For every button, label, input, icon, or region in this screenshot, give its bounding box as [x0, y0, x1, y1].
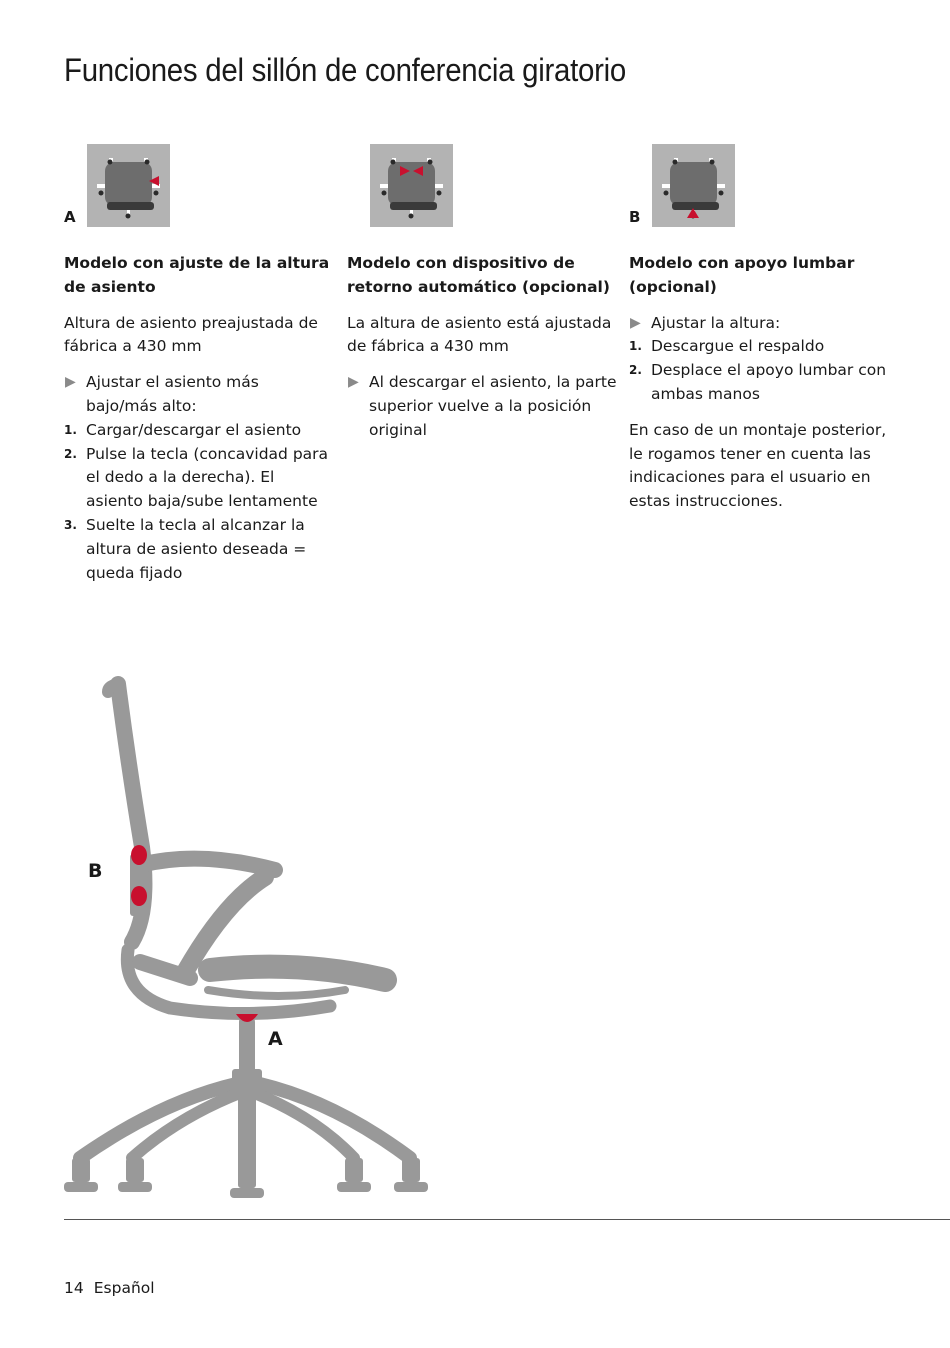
section-lumbar-support — [629, 144, 899, 514]
step-text: Suelte la tecla al alcanzar la altura de asiento deseada = queda fijado — [86, 515, 307, 582]
step-number: 2. — [629, 363, 642, 378]
section-paragraph: La altura de asiento está ajustada de fábrica a 430 mm — [347, 313, 612, 356]
step-item — [629, 359, 899, 407]
diagram-label-a: A — [268, 1028, 283, 1050]
steps-list — [64, 371, 334, 585]
section-paragraph: Altura de asiento preajustada de fábrica a 430 mm — [64, 313, 318, 356]
steps-list — [347, 371, 617, 442]
section-paragraph: En caso de un montaje posterior, le rogamos tener en cuenta las indicaciones para el usuario en estas instrucciones. — [629, 420, 887, 511]
lead-instruction: ▶ Ajustar la altura: — [629, 312, 899, 336]
section-marker-a: A — [64, 208, 76, 227]
floor-line — [64, 1219, 950, 1220]
lead-instruction: ▶ Ajustar el asiento más bajo/más alto: — [64, 371, 334, 419]
lead-instruction: ▶ Al descargar el asiento, la parte superior vuelve a la posición original — [347, 371, 617, 442]
step-number: 1. — [629, 339, 642, 354]
page-footer — [64, 1279, 155, 1297]
step-text: Desplace el apoyo lumbar con ambas manos — [651, 361, 887, 403]
auto-return-icon — [370, 144, 453, 227]
diagram-label-b: B — [88, 860, 103, 882]
lumbar-support-icon — [652, 144, 735, 227]
section-auto-return — [347, 144, 617, 443]
step-text: Pulse la tecla (concavidad para el dedo a la derecha). El asiento baja/sube lentamente — [86, 444, 329, 511]
chair-side-view-illustration — [60, 672, 460, 1224]
seat-height-adjust-icon — [87, 144, 170, 227]
section-heading: Modelo con apoyo lumbar (opcional) — [629, 254, 855, 296]
step-item — [64, 419, 334, 443]
steps-list — [629, 312, 899, 407]
lumbar-marker-lower — [131, 886, 147, 906]
step-item — [64, 514, 334, 585]
page-number: 14 — [64, 1279, 84, 1297]
step-item — [64, 443, 334, 514]
section-marker-c: B — [629, 208, 641, 227]
step-text: Cargar/descargar el asiento — [86, 420, 302, 439]
step-text: Descargue el respaldo — [651, 337, 825, 356]
step-item — [629, 335, 899, 359]
section-heading: Modelo con ajuste de la altura de asiento — [64, 254, 330, 296]
step-number: 1. — [64, 422, 77, 437]
footer-language: Español — [93, 1279, 155, 1297]
section-heading: Modelo con dispositivo de retorno automático (opcional) — [347, 254, 610, 296]
step-number: 2. — [64, 446, 77, 461]
section-seat-height — [64, 144, 334, 585]
lumbar-marker-upper — [131, 845, 147, 865]
page-title: Funciones del sillón de conferencia giratorio — [64, 52, 627, 88]
step-number: 3. — [64, 517, 77, 532]
